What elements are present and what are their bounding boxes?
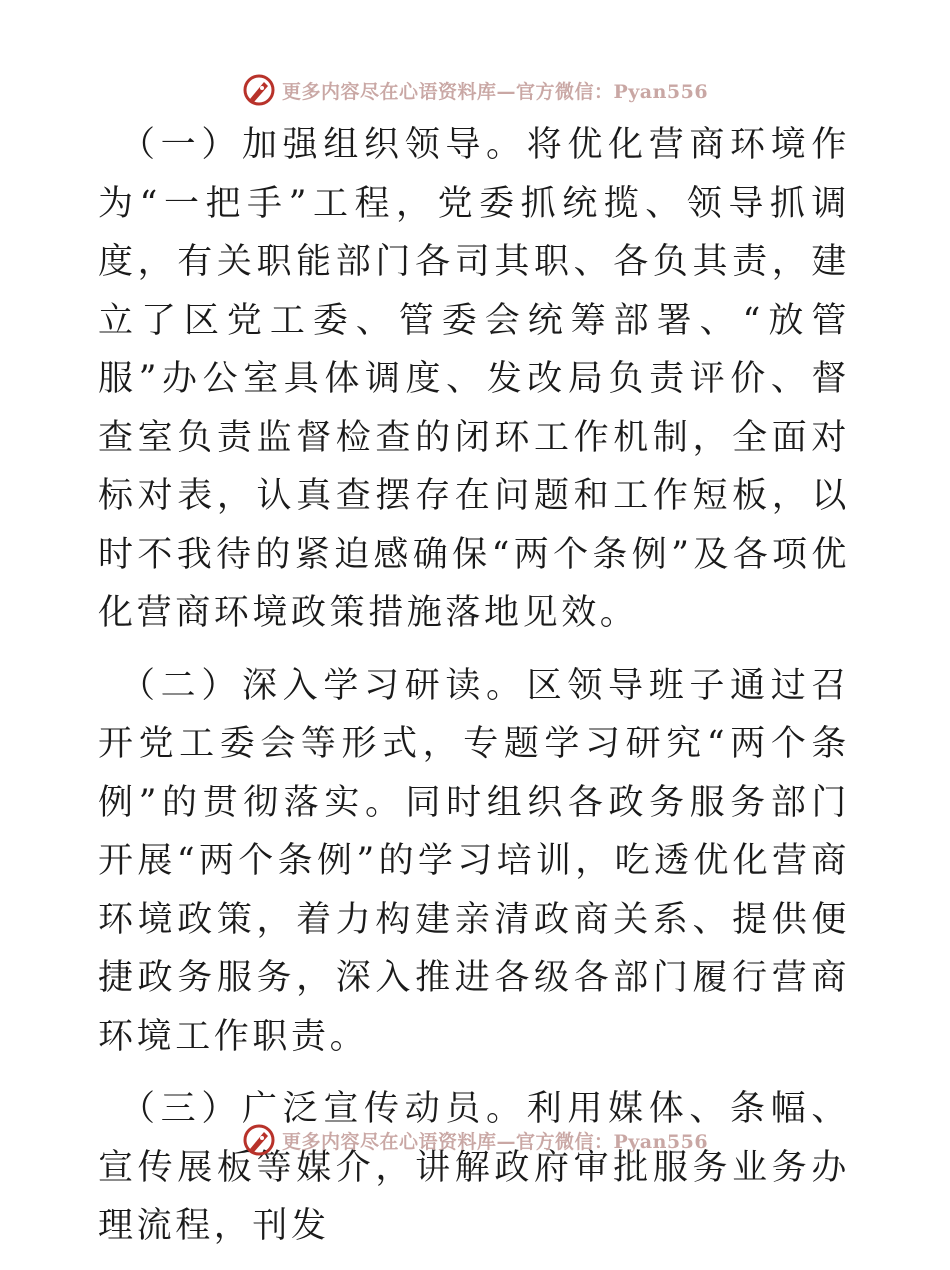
paragraph-study: （二）深入学习研读。区领导班子通过召开党工委会等形式，专题学习研究“两个条例”的贯彻落实。同时组织各政务服务部门开展“两个条例”的学习培训，吃透优化营商环境政策，着力构建亲清政商关系、提供便捷政务服务，深入推进各级各部门履行营商环境工作职责。 bbox=[98, 665, 850, 1057]
paragraph-publicity: （三）广泛宣传动员。利用媒体、条幅、宣传展板等媒介，讲解政府审批服务业务办理流程，刊发 bbox=[98, 1089, 850, 1246]
footer-watermark bbox=[0, 1120, 950, 1160]
pen-nib-logo-icon bbox=[242, 73, 276, 107]
document-body bbox=[98, 116, 850, 1270]
watermark-text: 更多内容尽在心语资料库—官方微信：Pyan556 bbox=[281, 1130, 709, 1153]
watermark-text: 更多内容尽在心语资料库—官方微信：Pyan556 bbox=[281, 80, 709, 103]
paragraph-organization: （一）加强组织领导。将优化营商环境作为“一把手”工程，党委抓统揽、领导抓调度，有关职能部门各司其职、各负其责，建立了区党工委、管委会统筹部署、“放管服”办公室具体调度、发改局负责评价、督查室负责监督检查的闭环工作机制，全面对标对表，认真查摆存在问题和工作短板，以时不我待的紧迫感确保“两个条例”及各项优化营商环境政策措施落地见效。 bbox=[98, 125, 850, 633]
pen-nib-logo-icon bbox=[242, 1123, 276, 1157]
header-watermark bbox=[0, 70, 950, 110]
